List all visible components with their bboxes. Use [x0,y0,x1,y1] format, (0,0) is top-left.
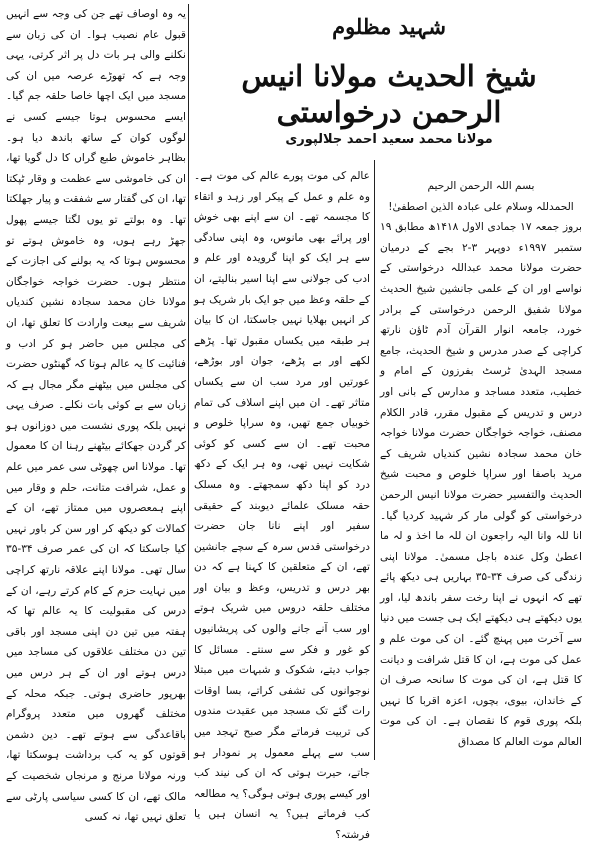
bismillah-line: بسم اللہ الرحمن الرحیم [427,180,535,192]
article-kicker: شہید مظلوم [332,14,446,39]
article-column-right [380,176,582,760]
article-headline: شیخ الحدیث مولانا انیس الرحمن درخواستی [241,59,537,129]
article-paragraph: عالم کی موت پورے عالم کی موت ہے۔ وہ علم و عمل کے پیکر اور زہد و اتقاء کا مجسمہ تھے۔ ان سے اپنے بھی خوش اور پرائے بھی مانوس، وہ اپنی سادگی سے ہر ایک کو اپنا گرویدہ اور علم و ادب کی جولانی سے اپنا اسیر بنالیتے، ان کے حلقہ وعظ میں جو ایک بار شریک ہو کر انہیں بھلایا نہیں جاسکتا، ان کا بیان ہر طبقہ میں یکساں مقبول تھا۔ پڑھے لکھے اور بے پڑھے، جوان اور بوڑھے، عورتیں اور مرد سب ان سے یکساں متاثر تھے۔ ان میں اپنے اسلاف کی تمام خوبیاں جمع تھیں، وہ سراپا خلوص و محبت تھے۔ ان سے کسی کو کوئی شکایت نہیں تھی، وہ ہر ایک کے دکھ درد کو اپنا دکھ سمجھتے۔ وہ مسلک حقہ مسلک علمائے دیوبند کے حقیقی سفیر اور اپنے نانا جان حضرت درخواستی قدس سرہ کے سچے جانشین تھے، ان کے متعلقین کا کہنا ہے کہ دن بھر درس و تدریس، وعظ و بیان اور مختلف حلقہ دروس میں شریک ہوتے اور سب آنے جانے والوں کی پریشانیوں کو غور و فکر سے سنتے۔ مسائل کا جواب دیتے، شکوک و شبہات میں مبتلا نوجوانوں کی تشفی کراتے، بسا اوقات رات گئے تک مسجد میں عقیدت مندوں کی تربیت فرماتے مگر صبح تہجد میں سب سے پہلے معمول پر نمودار ہو جاتے، حیرت ہوتی کہ ان کی نیند کب اور کیسے پوری ہوتی ہوگی؟ یہ مطالعہ کب فرماتے ہیں؟ یہ انسان ہیں یا فرشتہ؟ [194,170,370,841]
column-divider [374,160,375,760]
article-column-left [6,4,186,824]
article-paragraph: بروز جمعہ ۱۷ جمادی الاول ۱۴۱۸ھ مطابق ۱۹ ستمبر ۱۹۹۷ء دوپہر ۳-۲ بجے کے درمیان حضرت مولانا محمد عبداللہ درخواستی کے نواسے اور ان کے علمی جانشین شیخ الحدیث مولانا شفیق الرحمن درخواستی کے برادر خورد، جامعہ انوار القرآن آدم ٹاؤن نارتھ کراچی کے صدر مدرس و شیخ الحدیث، جامع مسجد الہدیٰ ٹرسٹ بفرزون کے امام و خطیب، متعدد مساجد و مدارس کے بانی اور درس و تدریس کے مقبول مقرر، قادر الکلام مصنف، خواجہ خواجگان حضرت مولانا خواجہ خان محمد سجادہ نشین کندیاں شریف کے مرید باصفا اور سراپا خلوص و محبت شیخ الحدیث والتفسیر حضرت مولانا انیس الرحمن درخواستی کو گولی مار کر شہید کردیا گیا۔ انا للہ وانا الیہ راجعون ان للہ ما اخذ و لہ ما اعطیٰ وکل عندہ باجل مسمیٰ۔ مولانا اپنی زندگی کی صرف ۳۴-۳۵ بہاریں ہی دیکھ پائے تھے کہ انہوں نے اپنا رخت سفر باندھ لیا، اور یوں دیکھتے ہی دیکھتے ایک ہی جست میں دنیا سے آخرت میں پہنچ گئے۔ ان کی موت علم و عمل کی موت ہے، ان کا قتل شرافت و دیانت کا قتل ہے، ان کی موت کا سانحہ صرف ان کے خاندان، بیوی، بچوں، اعزہ اقربا کا نہیں بلکہ پوری قوم کا نقصان ہے۔ ان کی موت العالم موت العالم کا مصداق [380,221,583,749]
article-header [194,0,584,160]
article-paragraph: یہ وہ اوصاف تھے جن کی وجہ سے انہیں قبول عام نصیب ہوا۔ ان کی زبان سے نکلنے والی ہر بات دل پر اثر کرتی، یہی وجہ ہے کہ تھوڑے عرصہ میں ان کی مسجد میں ایک اچھا خاصا حلقہ جم گیا۔ ایسے محسوس ہوتا جیسے کسی نے لوگوں کوان کے ساتھ باندھ دیا ہو۔ بظاہر خاموش طبع گراں کا دل گویا تھا، ان کی خاموشی سے عظمت و وقار ٹپکتا تھا، ان کی گفتار سے شفقت و پیار جھلکتا تھا۔ وہ بولتے تو یوں لگتا جیسے پھول جھڑ رہے ہوں، وہ خاموش ہوتے تو محسوس ہوتا کہ یہ بولنے کی اجازت کے منتظر ہوں۔ حضرت خواجہ خواجگان مولانا خان محمد سجادہ نشین کندیاں شریف سے بیعت وارادت کا تعلق تھا، ان کی مجلس میں حاضر ہو کر ادب و فنائیت کا یہ عالم ہوتا کہ گھنٹوں حضرت کی مجلس میں بیٹھنے مگر مجال ہے کہ زبان سے بے کوئی بات نکلے۔ صرف یہی نہیں بلکہ پوری نشست میں دوزانوں ہو کر گردن جھکائے بیٹھنے رہنا ان کا معمول تھا۔ مولانا اس چھوٹی سی عمر میں علم و عمل، شرافت متانت، حلم و وقار میں اپنے ہمعصروں میں ممتاز تھے، ان کے کمالات کو دیکھ کر اور سن کر باور نہیں کیا جاسکتا کہ ان کی عمر صرف ۳۴-۳۵ سال تھی۔ مولانا اپنے علاقہ نارتھ کراچی میں نہایت حزم کے کام کرتے رہے، ان کے درس کی مقبولیت کا یہ عالم تھا کہ ہفتہ میں تین دن اپنی مسجد اور باقی تین دن مختلف علاقوں کی مساجد میں درس ہوتے اور ان کے ہر درس میں بھرپور حاضری ہوتی۔ جبکہ محلہ کے مختلف گھروں میں متعدد پروگرام باقاعدگی سے ہوتے تھے۔ دین دشمن قوتوں کو یہ کب برداشت ہوسکتا تھا، ورنہ مولانا مرنج و مرنجاں شخصیت کے مالک تھے، ان کا کسی سیاسی پارٹی سے تعلق نہیں تھا، نہ کسی [6,8,186,824]
hamd-line: الحمدللہ وسلام علی عبادہ الذین اصطفیٰ! [388,200,574,213]
column-divider [188,4,189,760]
article-byline: مولانا محمد سعید احمد جلالپوری [285,132,493,147]
article-column-middle [194,166,370,841]
